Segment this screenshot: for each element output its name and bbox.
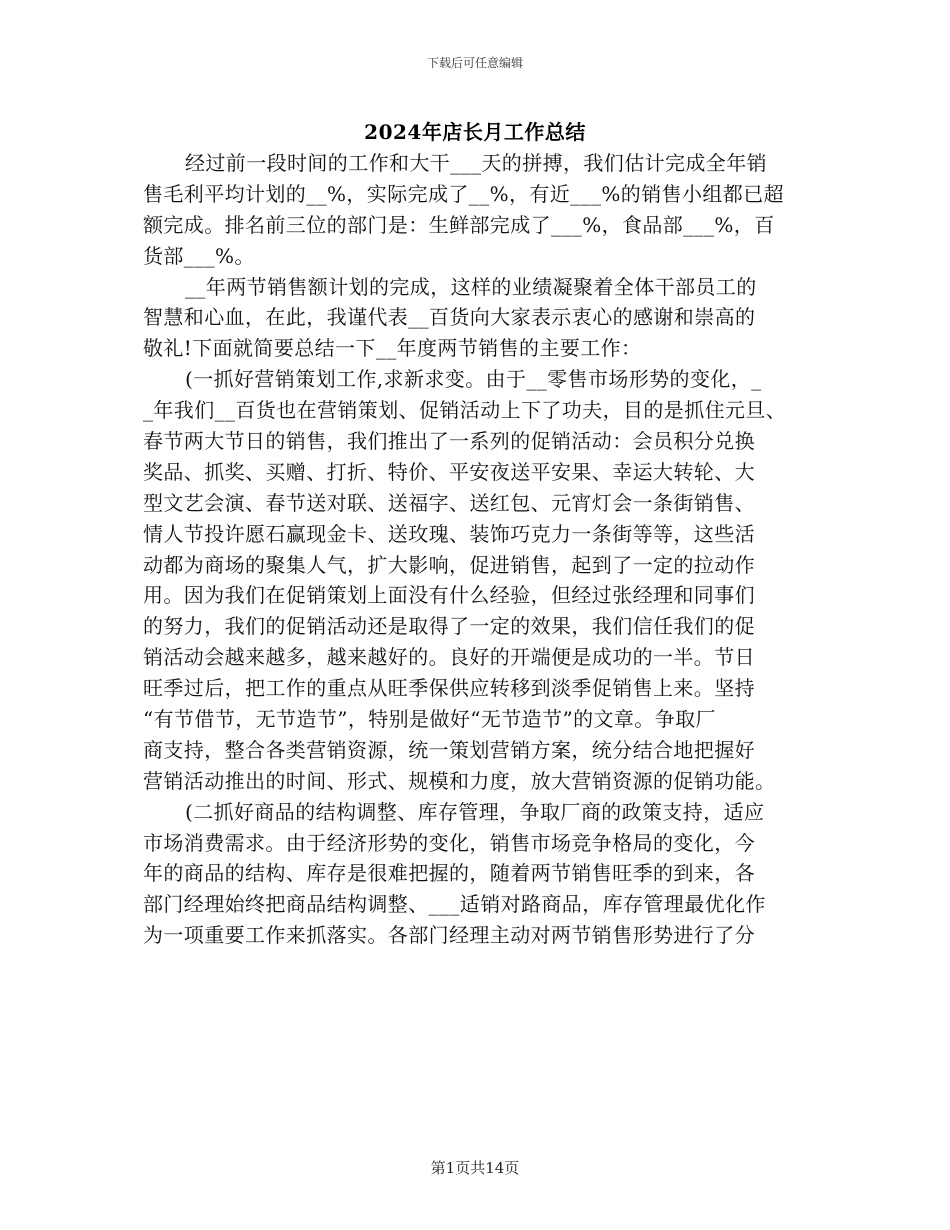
paragraph-line: 旺季过后，把工作的重点从旺季保供应转移到淡季促销售上来。坚持 [143,676,755,701]
paragraph-line: 经过前一段时间的工作和大干___天的拼搏，我们估计完成全年销 [185,151,767,175]
paragraph-line: 部门经理始终把商品结构调整、___适销对路商品，库存管理最优化作 [143,892,766,917]
paragraph-line: 市场消费需求。由于经济形势的变化，销售市场竞争格局的变化，今 [143,830,755,855]
paragraph-line: 奖品、抓奖、买赠、打折、特价、平安夜送平安果、幸运大转轮、大 [143,459,755,484]
paragraph-line: 智慧和心血，在此，我谨代表__百货向大家表示衷心的感谢和崇高的 [143,305,756,330]
paragraph-line: (一抓好营销策划工作,求新求变。由于__零售市场形势的变化，_ [185,367,762,392]
paragraph-line: 货部___%。 [143,243,255,268]
paragraph-line: 销活动会越来越多，越来越好的。良好的开端便是成功的一半。节日 [143,645,755,670]
paragraph-line: 售毛利平均计划的__%，实际完成了__%，有近___%的销售小组都已超 [143,181,785,206]
paragraph-line: 为一项重要工作来抓落实。各部门经理主动对两节销售形势进行了分 [143,923,755,948]
paragraph-line: 春节两大节日的销售，我们推出了一系列的促销活动：会员积分兑换 [143,429,755,454]
paragraph-line: “有节借节，无节造节”，特别是做好“无节造节”的文章。争取厂 [143,707,716,732]
paragraph-line: 动都为商场的聚集人气，扩大影响，促进销售，起到了一定的拉动作 [143,552,755,577]
paragraph-line: 商支持，整合各类营销资源，统一策划营销方案，统分结合地把握好 [143,737,755,762]
paragraph-line: _年我们__百货也在营销策划、促销活动上下了功夫，目的是抓住元旦、 [143,398,787,423]
paragraph-line: 用。因为我们在促销策划上面没有什么经验，但经过张经理和同事们 [143,583,755,608]
document-title: 2024年店长月工作总结 [364,120,586,144]
document-body [143,148,815,951]
download-note: 下载后可任意编辑 [426,56,523,70]
paragraph-line: 情人节投许愿石赢现金卡、送玫瑰、装饰巧克力一条街等等，这些活 [143,521,755,546]
paragraph-line: (二抓好商品的结构调整、库存管理，争取厂商的政策支持，适应 [185,799,765,824]
paragraph-line: __年两节销售额计划的完成，这样的业绩凝聚着全体干部员工的 [185,274,757,299]
page-indicator: 第1页共14页 [430,1159,520,1177]
paragraph-line: 的努力，我们的促销活动还是取得了一定的效果，我们信任我们的促 [143,614,755,639]
paragraph-line: 敬礼!下面就简要总结一下__年度两节销售的主要工作： [143,336,642,361]
paragraph-line: 型文艺会演、春节送对联、送福字、送红包、元宵灯会一条街销售、 [143,490,755,515]
paragraph-line: 营销活动推出的时间、形式、规模和力度，放大营销资源的促销功能。 [143,768,776,793]
paragraph-line: 额完成。排名前三位的部门是：生鲜部完成了___%，食品部___%，百 [143,212,775,237]
paragraph-line: 年的商品的结构、库存是很难把握的，随着两节销售旺季的到来，各 [143,861,755,886]
